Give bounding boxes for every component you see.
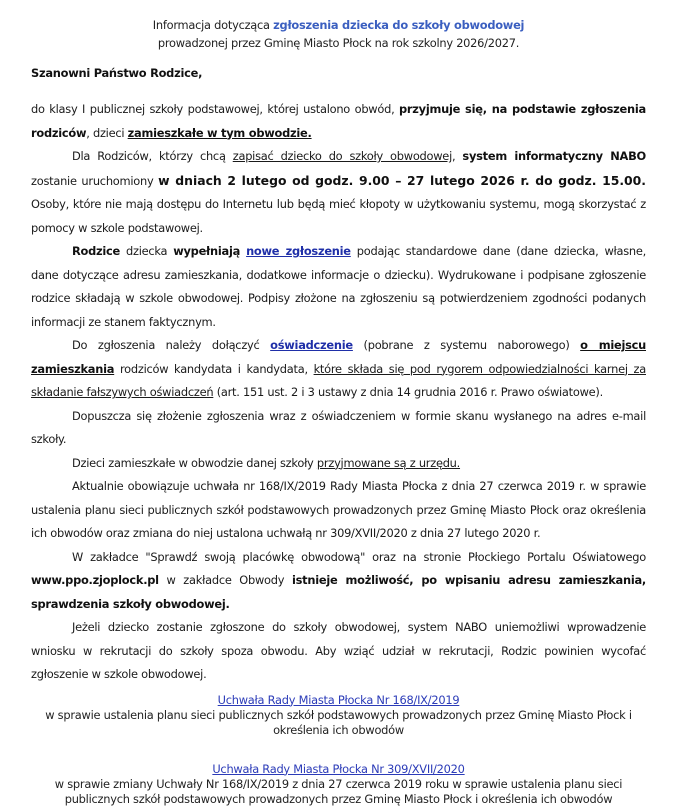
- document-description: w sprawie ustalenia planu sieci publicznych szkół podstawowych prowadzonych przez Gminę Miasto Płock i określenia ich obwodów: [45, 707, 632, 737]
- text: w zakładce Obwody: [158, 573, 292, 587]
- text: Do zgłoszenia należy dołączyć: [72, 338, 271, 352]
- header-line2: prowadzonej przez Gminę Miasto Płock na rok szkolny 2026/2027.: [157, 36, 520, 50]
- paragraph-scan-allowed: Dopuszcza się złożenie zgłoszenia wraz z oświadczeniem w formie skanu wysłanego na adres e-mail szkoły.: [31, 408, 646, 446]
- text: Dzieci zamieszkałe w obwodzie danej szkoły: [72, 455, 317, 470]
- text: zostanie uruchomiony: [31, 173, 159, 188]
- text: rodziców kandydata i kandydata,: [114, 361, 314, 376]
- resolution-168-link[interactable]: Uchwała Rady Miasta Płocka Nr 168/IX/2019: [217, 692, 460, 707]
- bold-text: Rodzice: [72, 244, 121, 258]
- text: , dzieci: [86, 125, 128, 140]
- bold-text: wypełniają: [173, 244, 241, 258]
- paragraph-withdraw: Jeżeli dziecko zostanie zgłoszone do szkoły obwodowej, system NABO uniemożliwi wprowadzenie wniosku w rekrutacji do szkoły spoza obwodu. Aby wziąć udział w rekrutacji, Rodzic powinien wycofać zgłoszenie w szkole obwodowej.: [31, 620, 646, 681]
- text: dziecka: [120, 244, 174, 258]
- text: (pobrane z systemu naborowego): [352, 338, 581, 352]
- document-item: [31, 693, 646, 738]
- declaration-link[interactable]: oświadczenie: [270, 338, 353, 352]
- paragraph-declaration: [31, 334, 646, 405]
- document-description: w sprawie zmiany Uchwały Nr 168/IX/2019 z dnia 27 czerwca 2019 roku w sprawie ustalenia planu sieci publicznych szkół podstawowych prowadzonych przez Gminę Miasto Płock i określenia ich obwodów: [54, 776, 623, 806]
- text: W zakładce "Sprawdź swoją placówkę obwodową" oraz na stronie Płockiego Portalu Oświatowego: [72, 549, 646, 564]
- text: do klasy I publicznej szkoły podstawowej, której ustalono obwód,: [31, 102, 400, 116]
- page-header: [31, 16, 646, 52]
- text: Osoby, które nie mają dostępu do Internetu lub będą mieć kłopoty w użytkowaniu systemu, mogą skorzystać z pomocy w szkole podstawowej.: [31, 197, 646, 235]
- text: ,: [451, 149, 463, 163]
- paragraph-new-application: [31, 240, 646, 334]
- document-item: [31, 762, 646, 807]
- greeting: Szanowni Państwo Rodzice,: [31, 66, 203, 80]
- bold-underlined-text: o miejscu zamieszkania: [31, 338, 646, 376]
- bold-text: system informatyczny NABO: [462, 149, 646, 163]
- bold-text: przyjmuje się, na podstawie zgłoszenia rodziców: [31, 102, 646, 140]
- text: podając standardowe dane (dane dziecka, własne, dane dotyczące adresu zamieszkania, dodatkowe informacje o dziecku). Wydrukowane i podpisane zgłoszenie rodzice składają w szkole obwodowej. Podpisy złożone na zgłoszeniu są potwierdzeniem zgodności podanych informacji ze stanem faktycznym.: [31, 244, 647, 329]
- paragraph-resolution: Aktualnie obowiązuje uchwała nr 168/IX/2019 Rady Miasta Płocka z dnia 27 czerwca 2019 r. w sprawie ustalenia planu sieci publicznych szkół podstawowych prowadzonych przez Gminę Miasto Płock oraz określenia ich obwodów oraz zmiana do niej ustalona uchwałą nr 309/XVII/2020 z dnia 27 lutego 2020 r.: [31, 479, 646, 540]
- underlined-text: przyjmowane są z urzędu.: [316, 455, 461, 470]
- new-application-link[interactable]: nowe zgłoszenie: [246, 244, 351, 258]
- paragraph-nabo-system: [31, 145, 646, 240]
- bold-text: istnieje możliwość, po wpisaniu adresu zamieszkania, sprawdzenia szkoły obwodowej.: [31, 573, 647, 611]
- bold-underlined-text: zamieszkałe w tym obwodzie.: [127, 125, 312, 140]
- paragraph-admission: [31, 98, 646, 145]
- underlined-text: zapisać dziecko do szkoły obwodowej: [232, 149, 452, 163]
- header-prefix: Informacja dotycząca: [152, 18, 274, 32]
- paragraph-ex-officio: [31, 452, 646, 476]
- portal-url: www.ppo.zjoplock.pl: [31, 573, 159, 587]
- dates-text: w dniach 2 lutego od godz. 9.00 – 27 lutego 2026 r. do godz. 15.00.: [158, 172, 646, 188]
- text: (art. 151 ust. 2 i 3 ustawy z dnia 14 grudnia 2016 r. Prawo oświatowe).: [213, 385, 603, 399]
- resolution-309-link[interactable]: Uchwała Rady Miasta Płocka Nr 309/XVII/2020: [212, 761, 465, 776]
- paragraph-check-school: [31, 546, 646, 617]
- text: Dla Rodziców, którzy chcą: [72, 149, 233, 163]
- header-highlight: zgłoszenia dziecka do szkoły obwodowej: [273, 18, 525, 32]
- underlined-text: które składa się pod rygorem odpowiedzialności karnej za składanie fałszywych oświadczeń: [31, 361, 646, 399]
